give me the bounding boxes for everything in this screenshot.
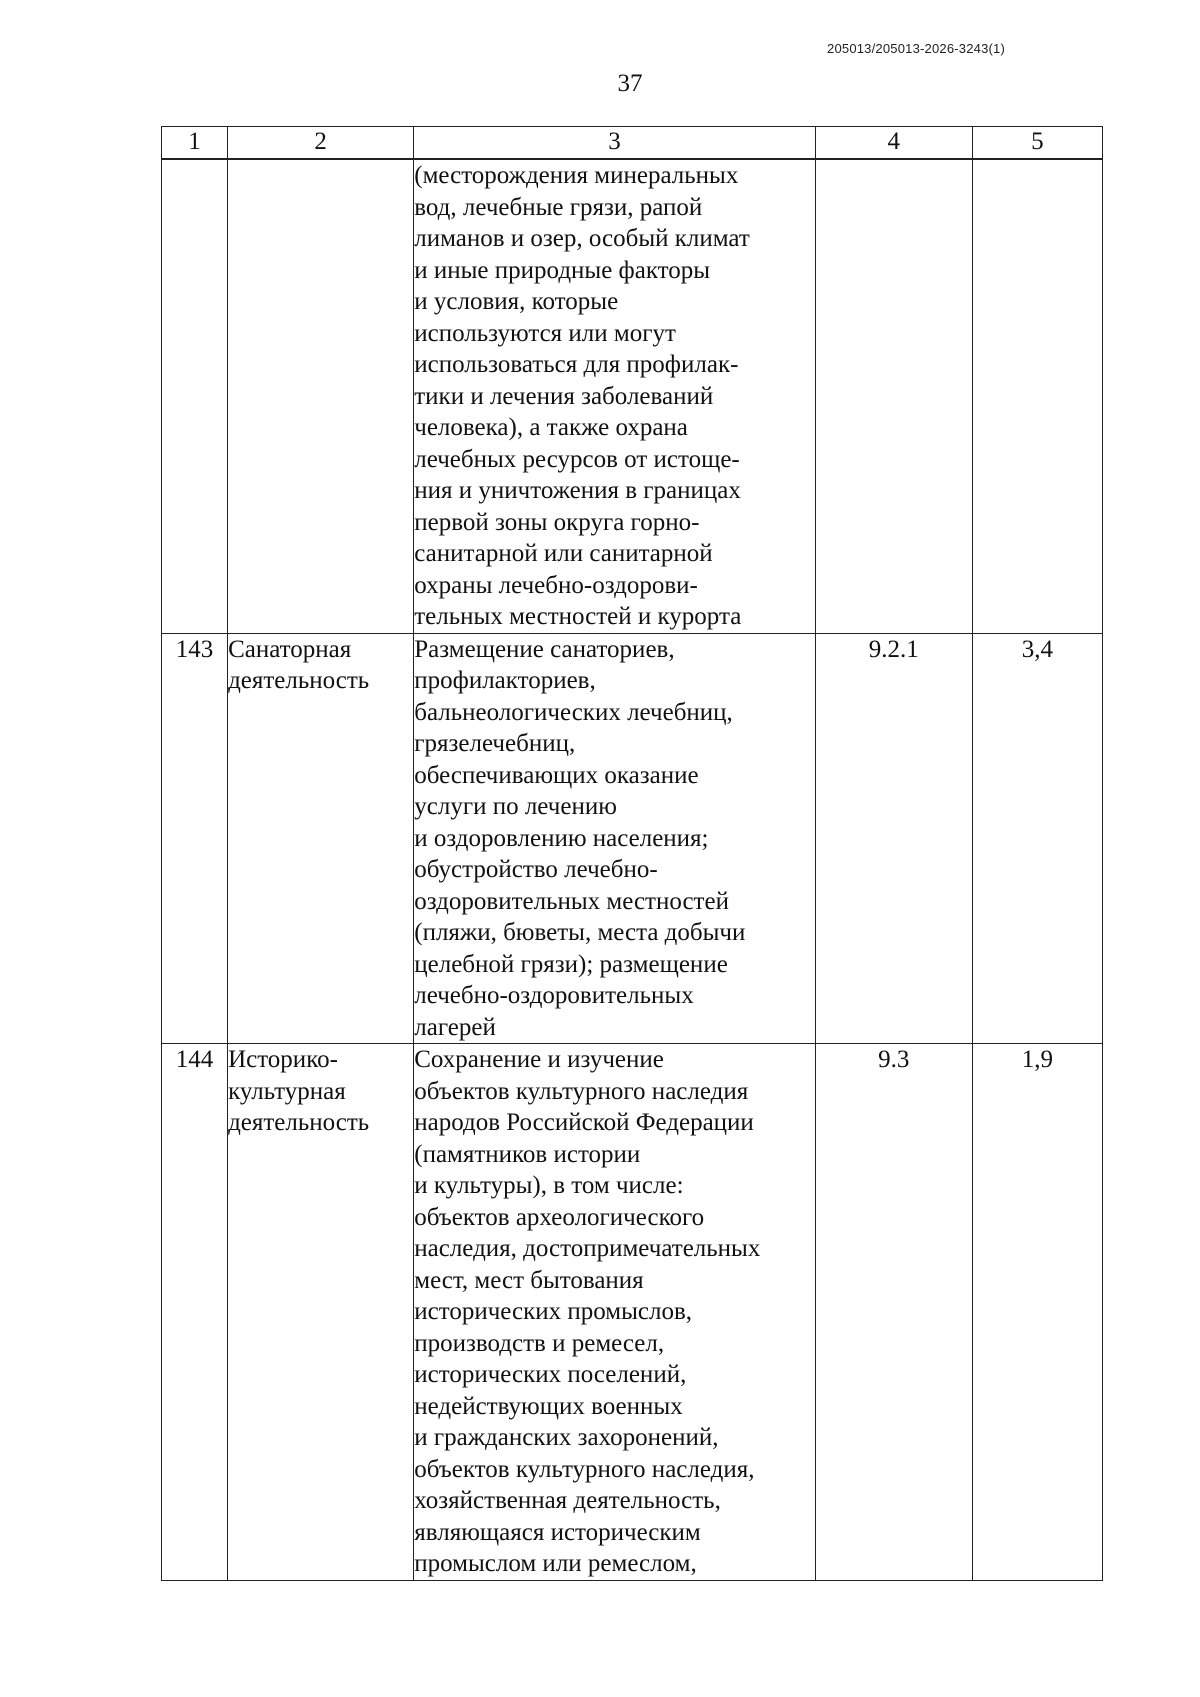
description-line: первой зоны округа горно- <box>414 508 700 536</box>
description-line: оздоровительных местностей <box>414 887 729 915</box>
description-cell <box>414 159 815 633</box>
description-line: лиманов и озер, особый климат <box>414 225 750 252</box>
classifier-code-cell <box>815 159 972 633</box>
description-line: и оздоровлению населения; <box>414 824 709 852</box>
table-header-row <box>162 127 1103 160</box>
description-cell <box>414 633 815 1044</box>
description-line: (месторождения минеральных <box>414 162 739 189</box>
description-line: и иные природные факторы <box>414 256 711 284</box>
row-number-cell <box>162 159 228 633</box>
description-line: профилакториев, <box>414 667 596 694</box>
table-row <box>162 633 1103 1044</box>
activity-name-line: культурная <box>228 1077 346 1105</box>
activity-name-cell <box>228 159 414 633</box>
value-cell: 3,4 <box>972 633 1102 1044</box>
activity-name-line: Санаторная <box>228 635 352 663</box>
description-line: лечебно-оздоровительных <box>414 982 694 1009</box>
description-line: тельных местностей и курорта <box>414 603 742 630</box>
description-line: и гражданских захоронений, <box>414 1424 719 1451</box>
table-body <box>162 159 1103 1580</box>
column-header-5: 5 <box>972 127 1102 160</box>
column-header-3: 3 <box>414 127 815 160</box>
column-header-2: 2 <box>228 127 414 160</box>
value-cell: 1,9 <box>972 1044 1102 1581</box>
description-line: (памятников истории <box>414 1140 641 1168</box>
description-line: народов Российской Федерации <box>414 1109 754 1136</box>
description-line: объектов культурного наследия <box>414 1077 749 1105</box>
description-line: являющаяся историческим <box>414 1518 701 1546</box>
column-header-4: 4 <box>815 127 972 160</box>
activity-name-line: деятельность <box>228 1109 370 1136</box>
description-line: обеспечивающих оказание <box>414 761 699 789</box>
table-row <box>162 159 1103 633</box>
description-line: промыслом или ремеслом, <box>414 1550 697 1577</box>
description-line: производств и ремесел, <box>414 1329 665 1357</box>
column-header-1: 1 <box>162 127 228 160</box>
description-line: использоваться для профилак- <box>414 351 739 378</box>
document-id: 205013/205013-2026-3243(1) <box>827 41 1005 56</box>
description-line: используются или могут <box>414 319 676 347</box>
description-line: Размещение санаториев, <box>414 635 675 663</box>
classifier-code-cell: 9.3 <box>815 1044 972 1581</box>
description-line: Сохранение и изучение <box>414 1046 664 1073</box>
description-line: недействующих военных <box>414 1392 683 1420</box>
description-line: вод, лечебные грязи, рапой <box>414 193 703 221</box>
description-line: обустройство лечебно- <box>414 856 658 883</box>
classifier-code-cell: 9.2.1 <box>815 633 972 1044</box>
description-line: ния и уничтожения в границах <box>414 477 741 504</box>
activity-name-line: деятельность <box>228 667 370 694</box>
description-line: хозяйственная деятельность, <box>414 1487 721 1514</box>
description-line: санитарной или санитарной <box>414 540 713 567</box>
description-line: целебной грязи); размещение <box>414 950 728 978</box>
description-line: мест, мест бытования <box>414 1266 644 1294</box>
row-number-cell: 144 <box>162 1044 228 1581</box>
description-line: и культуры), в том числе: <box>414 1172 684 1199</box>
description-line: тики и лечения заболеваний <box>414 382 714 410</box>
description-line: лагерей <box>414 1013 496 1041</box>
description-line: наследия, достопримечательных <box>414 1235 761 1262</box>
value-cell <box>972 159 1102 633</box>
activity-name-cell <box>228 1044 414 1581</box>
description-line: лечебных ресурсов от истоще- <box>414 445 740 473</box>
description-line: услуги по лечению <box>414 793 617 820</box>
description-line: объектов культурного наследия, <box>414 1455 755 1483</box>
activity-name-line: Историко- <box>228 1046 338 1073</box>
activity-name-cell <box>228 633 414 1044</box>
page-number: 37 <box>617 70 643 97</box>
description-line: объектов археологического <box>414 1203 705 1231</box>
description-line: исторических поселений, <box>414 1361 687 1388</box>
description-line: и условия, которые <box>414 288 619 315</box>
description-line: грязелечебниц, <box>414 730 576 757</box>
land-use-table <box>161 126 1103 1581</box>
description-line: человека), а также охрана <box>414 414 688 441</box>
description-cell <box>414 1044 815 1581</box>
table-row <box>162 1044 1103 1581</box>
description-line: (пляжи, бюветы, места добычи <box>414 919 746 946</box>
row-number-cell: 143 <box>162 633 228 1044</box>
description-line: бальнеологических лечебниц, <box>414 698 733 726</box>
description-line: исторических промыслов, <box>414 1298 693 1325</box>
description-line: охраны лечебно-оздорови- <box>414 571 698 599</box>
